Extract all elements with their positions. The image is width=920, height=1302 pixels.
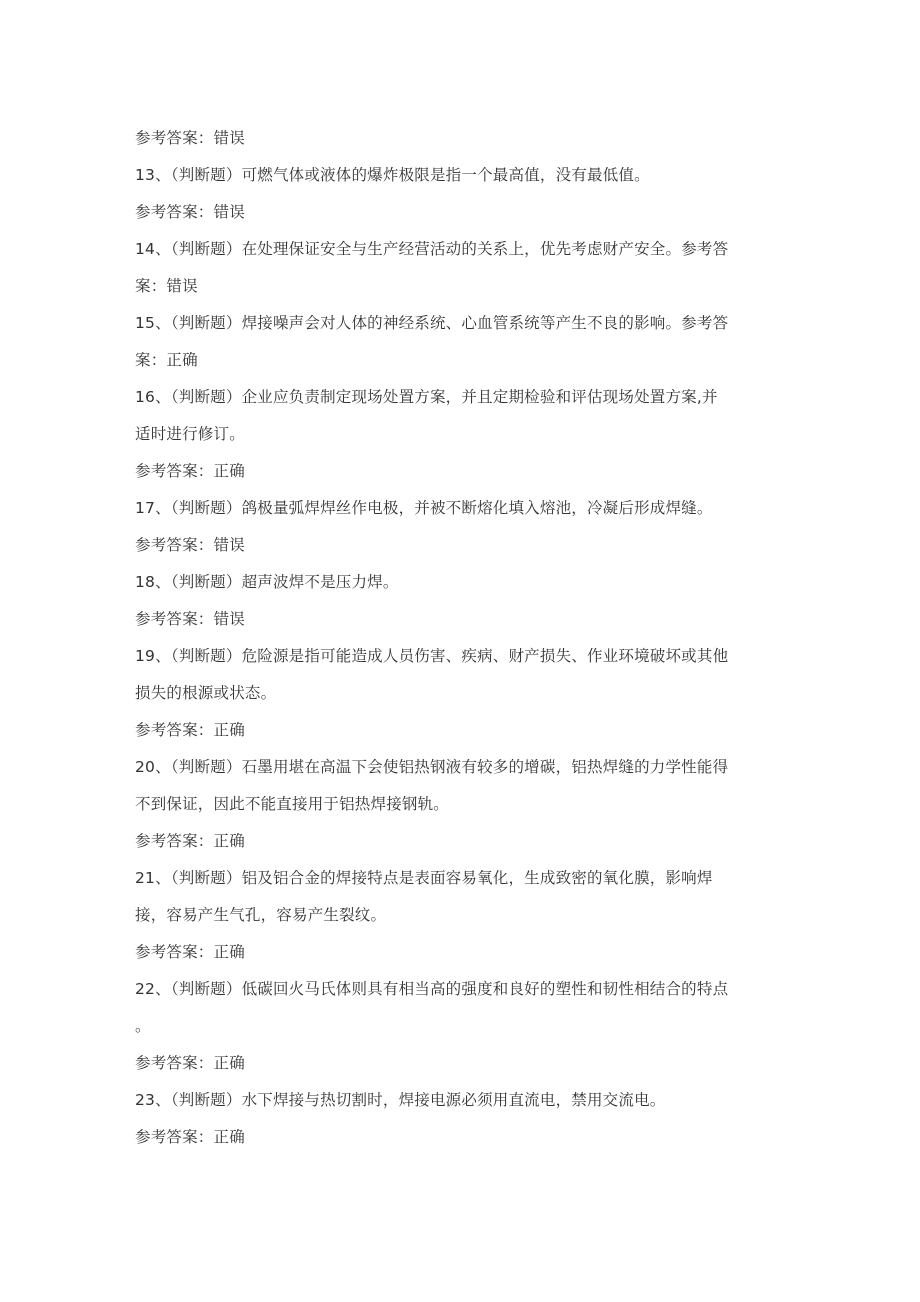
question-23: 23、（判断题）水下焊接与热切割时，焊接电源必须用直流电，禁用交流电。 [135, 1091, 666, 1109]
question-22-cont: 。 [135, 1017, 151, 1035]
document-page [135, 120, 785, 1156]
answer-21: 参考答案：正确 [135, 943, 245, 961]
question-17: 17、（判断题）鸽极量弧焊焊丝作电极，并被不断熔化填入熔池，冷凝后形成焊缝。 [135, 499, 713, 517]
answer-16: 参考答案：正确 [135, 462, 245, 480]
answer-18: 参考答案：错误 [135, 610, 245, 628]
answer-19: 参考答案：正确 [135, 721, 245, 739]
question-18: 18、（判断题）超声波焊不是压力焊。 [135, 573, 399, 591]
question-22: 22、（判断题）低碳回火马氏体则具有相当高的强度和良好的塑性和韧性相结合的特点 [135, 980, 729, 998]
question-14-cont: 案：错误 [135, 277, 198, 295]
answer-20: 参考答案：正确 [135, 832, 245, 850]
question-19-cont: 损失的根源或状态。 [135, 684, 277, 702]
answer-13: 参考答案：错误 [135, 203, 245, 221]
answer-17: 参考答案：错误 [135, 536, 245, 554]
question-21-cont: 接，容易产生气孔，容易产生裂纹。 [135, 906, 387, 924]
question-19: 19、（判断题）危险源是指可能造成人员伤害、疾病、财产损失、作业环境破坏或其他 [135, 647, 729, 665]
question-16: 16、（判断题）企业应负责制定现场处置方案，并且定期检验和评估现场处置方案,并 [135, 388, 718, 406]
question-15-cont: 案：正确 [135, 351, 198, 369]
question-21: 21、（判断题）铝及铝合金的焊接特点是表面容易氧化，生成致密的氧化膜，影响焊 [135, 869, 713, 887]
question-20-cont: 不到保证，因此不能直接用于铝热焊接钢轨。 [135, 795, 450, 813]
question-16-cont: 适时进行修订。 [135, 425, 245, 443]
answer-22: 参考答案：正确 [135, 1054, 245, 1072]
question-20: 20、（判断题）石墨用堪在高温下会使铝热钢液有较多的增碳，铝热焊缝的力学性能得 [135, 758, 729, 776]
question-14: 14、（判断题）在处理保证安全与生产经营活动的关系上，优先考虑财产安全。参考答 [135, 240, 729, 258]
question-15: 15、（判断题）焊接噪声会对人体的神经系统、心血管系统等产生不良的影响。参考答 [135, 314, 729, 332]
question-13: 13、（判断题）可燃气体或液体的爆炸极限是指一个最高值，没有最低值。 [135, 166, 650, 184]
answer-23: 参考答案：正确 [135, 1128, 245, 1146]
text-line: 参考答案：错误 [135, 129, 245, 147]
